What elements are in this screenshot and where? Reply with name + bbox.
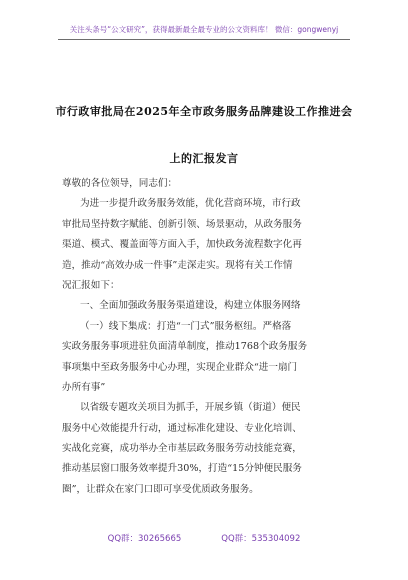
paragraph-line: 圈”，让群众在家门口即可享受优质政务服务。 — [62, 483, 259, 495]
section-heading: 一、全面加强政务服务渠道建设，构建立体服务网络 — [80, 300, 301, 312]
paragraph-line: 渠道、模式、覆盖面等方面入手，加快政务流程数字化再 — [62, 239, 302, 251]
document-title-line-1: 市行政审批局在2025年全市政务服务品牌建设工作推进会 — [55, 105, 353, 118]
footer-qq-group-2: QQ群：535304092 — [221, 534, 301, 544]
paragraph-line: 事项集中至政务服务中心办理，实现企业群众“进一扇门 — [62, 361, 298, 373]
header-banner: 关注头条号“公文研究”，获得最新最全最专业的公文资料库！ 微信：gongwenyj — [69, 25, 339, 34]
footer-qq-group-1: QQ群：30265665 — [107, 534, 182, 544]
paragraph-line: 实政务服务事项进驻负面清单制度，推动1768个政务服务 — [62, 341, 308, 353]
paragraph-line: （一）线下集成：打造“一门式”服务枢纽。严格落 — [80, 320, 292, 332]
paragraph-line: 以省级专题攻关项目为抓手，开展乡镇（街道）便民 — [80, 402, 301, 414]
paragraph-line: 况汇报如下： — [62, 279, 120, 291]
paragraph-line: 服务中心效能提升行动，通过标准化建设、专业化培训、 — [62, 422, 302, 434]
document-title-line-2: 上的汇报发言 — [169, 152, 239, 165]
paragraph-line: 审批局坚持数字赋能、创新引领、场景驱动，从政务服务 — [62, 218, 302, 230]
paragraph-line: 造，推动“高效办成一件事”走深走实。现将有关工作情 — [62, 259, 293, 271]
document-body — [62, 174, 356, 500]
salutation: 尊敬的各位领导，同志们： — [62, 178, 178, 189]
paragraph-line: 办所有事” — [62, 381, 106, 393]
paragraph-line: 推动基层窗口服务效率提升30%，打造“15分钟便民服务 — [62, 463, 302, 475]
paragraph-line: 为进一步提升政务服务效能，优化营商环境，市行政 — [80, 198, 301, 210]
footer-contact — [0, 532, 408, 544]
header-divider — [58, 39, 350, 40]
paragraph-line: 实战化竞赛，成功举办全市基层政务服务劳动技能竞赛， — [62, 443, 302, 455]
